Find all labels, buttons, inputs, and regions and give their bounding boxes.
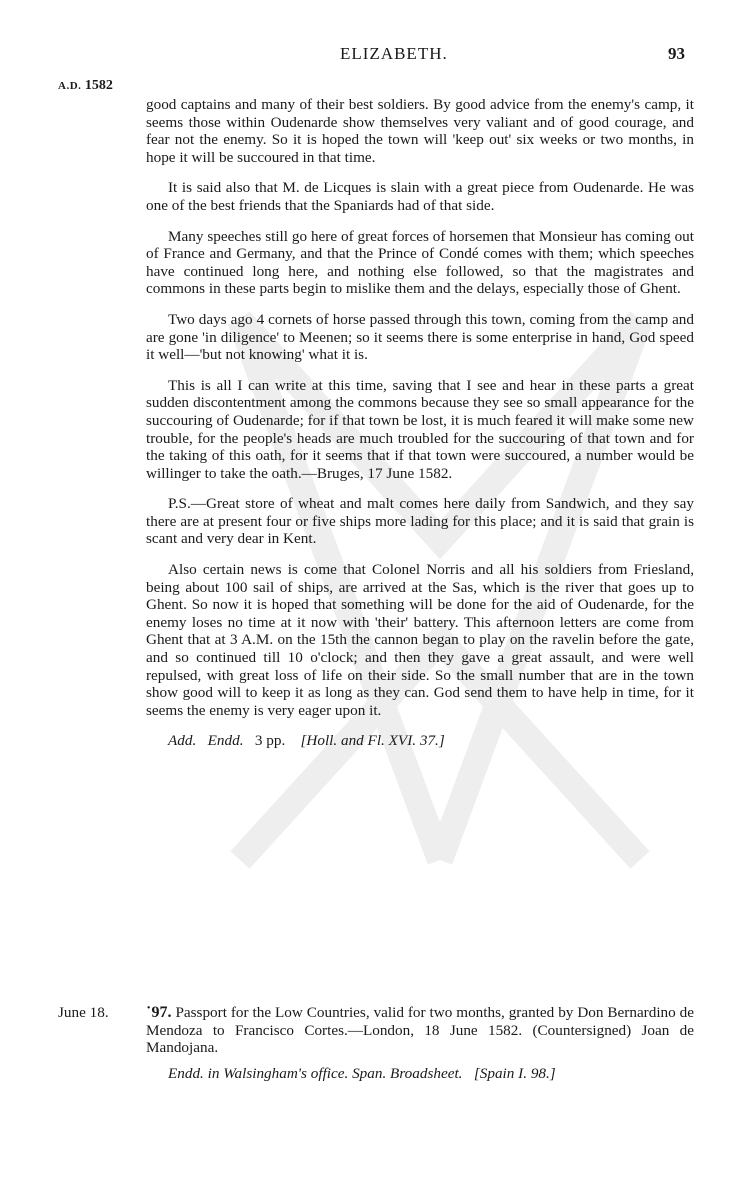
running-head — [0, 44, 748, 68]
entry-date: June 18. — [58, 1004, 109, 1021]
endorsement-add: Add. — [168, 732, 197, 750]
endorsement-endd: Endd. — [207, 732, 244, 750]
entry-text: Passport for the Low Countries, valid for two months, granted by Don Bernardino de Mendoza to Francisco Cortes.—London, 18 June 1582. (Countersigned) Joan de Mandojana. — [146, 1004, 695, 1057]
entry-paragraph — [146, 1004, 694, 1057]
margin-year — [58, 78, 113, 94]
paragraph: Also certain news is come that Colonel Norris and all his soldiers from Friesland, being about 100 sail of ships, are arrived at the Sas, which is the river that goes up to Ghent. So now it is hoped that something will be done for the aid of Oudenarde, for the enemy loses no time at it now with 'their' battery. This afternoon letters are come from Ghent that at 3 A.M. on the 15th the cannon began to play on the ravelin before the gate, and so continued till 10 o'clock; and then they gave a great assault, and were well repulsed, with great loss of life on their side. So the small number that are in the town show good will to keep it as long as they can. God send them to have help in time, for it seems the enemy is very eager upon it. — [146, 561, 694, 719]
paragraph: Two days ago 4 cornets of horse passed through this town, coming from the camp and are gone 'in diligence' to Meenen; so it seems there is some enterprise in hand, God speed it well—'but not knowing' what it is. — [146, 310, 694, 364]
paragraph: This is all I can write at this time, saving that I see and hear in these parts a great sudden discontentment among the commons because they see so small appearance for the succouring of Oudenarde; for if that town be lost, it is much feared it will make some new trouble, for the people's heads are much troubled for the succouring of that town and for the taking of this oath, for it seems that if that town were succoured, a number would be willinger to take the oath.—Bruges, 17 June 1582. — [146, 376, 694, 482]
entry-body — [146, 1004, 694, 1090]
running-title: ELIZABETH. — [340, 44, 448, 63]
entry-endorsement-line — [146, 1065, 694, 1083]
page-number: 93 — [668, 44, 685, 63]
paragraph: P.S.—Great store of wheat and malt comes here daily from Sandwich, and they say there are at present four or five ships more lading for this place; and it is said that grain is scant and very dear in Kent. — [146, 495, 694, 548]
paragraph: good captains and many of their best soldiers. By good advice from the enemy's camp, it seems those within Oudenarde show themselves very valiant and of good courage, and fear not the enemy. So it is hoped the town will 'keep out' six weeks or two months, in hope it will be succoured in that time. — [146, 96, 694, 166]
endorsement-reference: [Holl. and Fl. XVI. 37.] — [300, 732, 445, 750]
margin-year-value: 1582 — [84, 78, 113, 93]
paragraph: It is said also that M. de Licques is slain with a great piece from Oudenarde. He was one of the best friends that the Spaniards had of that side. — [146, 179, 694, 214]
entry-reference: [Spain I. 98.] — [473, 1064, 556, 1082]
body-text — [146, 96, 694, 763]
endorsement-line — [146, 732, 694, 750]
entry-number: ˙97. — [146, 1004, 172, 1021]
entry-endorsement: Endd. in Walsingham's office. Span. Broadsheet. — [168, 1064, 463, 1082]
endorsement-pages: 3 pp. — [254, 732, 286, 750]
margin-year-prefix: A.D. — [58, 80, 82, 92]
paragraph: Many speeches still go here of great forces of horsemen that Monsieur has coming out of France and Germany, and that the Prince of Condé comes with them; which speeches have continued long here, and nothing else followed, so that the magistrates and commons in these parts begin to mislike them and the delays, especially those of Ghent. — [146, 227, 694, 298]
